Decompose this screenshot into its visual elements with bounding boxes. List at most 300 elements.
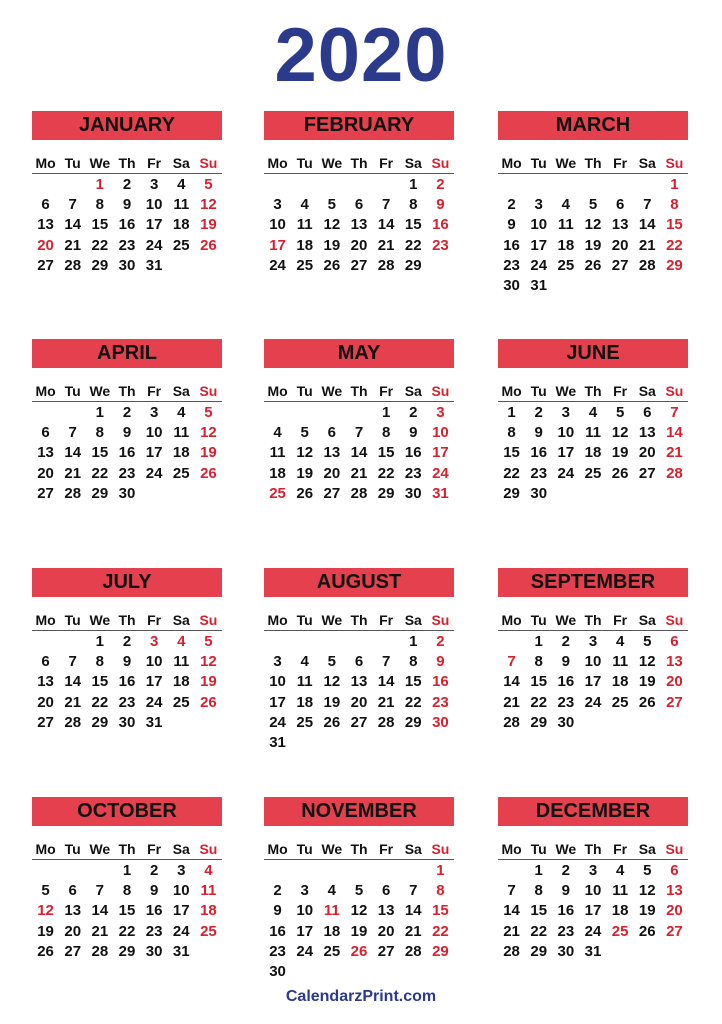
weekday-label: Mo — [267, 155, 288, 171]
day-cell: 3 — [149, 404, 159, 421]
day-cell: 27 — [666, 693, 683, 711]
day-cell: 25 — [296, 713, 314, 731]
day-cell: 1 — [95, 176, 105, 193]
day-cell: 24 — [584, 693, 602, 711]
day-cell: 12 — [350, 902, 368, 920]
weekday-label: Sa — [404, 155, 422, 171]
day-cell: 14 — [404, 902, 422, 920]
day-cell: 10 — [269, 216, 286, 234]
day-cell: 16 — [432, 673, 449, 691]
day-cell: 25 — [269, 484, 286, 502]
weekday-label: Tu — [530, 841, 547, 857]
day-cell: 11 — [269, 444, 286, 462]
day-cell: 29 — [404, 256, 422, 274]
empty-cell — [498, 175, 525, 195]
weekday-label: Fr — [379, 612, 394, 628]
weekday-label: Su — [199, 155, 218, 171]
day-cell: 15 — [404, 216, 422, 234]
weekday-label: Mo — [35, 841, 56, 857]
day-grid — [32, 175, 222, 276]
day-cell: 31 — [172, 942, 190, 960]
day-cell: 10 — [584, 882, 602, 900]
weekday-label: Tu — [64, 841, 81, 857]
weekday-label: Su — [199, 841, 218, 857]
weekday-label: We — [321, 383, 343, 399]
day-cell: 23 — [557, 922, 575, 940]
day-cell: 5 — [204, 633, 213, 650]
day-cell: 24 — [432, 464, 449, 482]
day-cell: 19 — [200, 444, 217, 462]
day-cell: 6 — [354, 196, 364, 214]
day-cell: 22 — [530, 693, 548, 711]
day-cell: 24 — [145, 693, 163, 711]
weekday-label: Th — [350, 612, 368, 628]
day-cell: 27 — [323, 484, 341, 502]
day-cell: 15 — [530, 902, 548, 920]
day-cell: 5 — [354, 882, 364, 900]
weekday-header-row — [264, 840, 454, 860]
day-cell: 10 — [584, 653, 602, 671]
day-cell: 18 — [323, 922, 341, 940]
day-cell: 26 — [323, 256, 341, 274]
empty-cell — [373, 632, 400, 652]
weekday-header-row — [32, 154, 222, 174]
day-cell: 27 — [350, 713, 368, 731]
empty-cell — [291, 403, 318, 423]
day-cell: 7 — [381, 196, 391, 214]
day-cell: 19 — [323, 236, 341, 254]
day-cell: 31 — [145, 256, 163, 274]
day-cell: 24 — [269, 256, 286, 274]
weekday-label: We — [555, 612, 577, 628]
month-february — [264, 111, 454, 276]
weekday-header-row — [264, 382, 454, 402]
month-april — [32, 339, 222, 504]
day-cell: 25 — [200, 922, 217, 940]
day-cell: 18 — [172, 673, 190, 691]
day-cell: 8 — [95, 424, 105, 442]
month-name: JULY — [32, 568, 222, 597]
day-cell: 25 — [296, 256, 314, 274]
weekday-label: We — [321, 841, 343, 857]
day-cell: 21 — [503, 922, 520, 940]
weekday-label: Su — [665, 612, 684, 628]
weekday-label: Fr — [379, 155, 394, 171]
day-cell: 28 — [350, 484, 368, 502]
day-cell: 21 — [350, 464, 368, 482]
day-cell: 6 — [381, 882, 391, 900]
day-cell: 22 — [432, 922, 449, 940]
day-cell: 7 — [68, 196, 77, 214]
weekday-header-row — [32, 382, 222, 402]
weekday-label: Fr — [147, 612, 162, 628]
weekday-label: Th — [118, 383, 136, 399]
day-grid — [498, 632, 688, 733]
weekday-label: Tu — [64, 155, 81, 171]
day-cell: 21 — [64, 464, 82, 482]
month-name: SEPTEMBER — [498, 568, 688, 597]
month-may — [264, 339, 454, 504]
day-cell: 27 — [666, 922, 683, 940]
empty-cell — [318, 632, 345, 652]
day-cell: 7 — [354, 424, 364, 442]
day-cell: 8 — [409, 653, 418, 671]
day-cell: 24 — [269, 713, 286, 731]
day-cell: 9 — [409, 424, 418, 442]
day-cell: 27 — [611, 256, 629, 274]
weekday-label: Fr — [613, 155, 628, 171]
weekday-label: Mo — [267, 383, 288, 399]
weekday-label: Th — [584, 612, 602, 628]
day-cell: 19 — [323, 693, 341, 711]
day-cell: 3 — [534, 196, 543, 214]
day-cell: 4 — [561, 196, 571, 214]
day-cell: 13 — [611, 216, 629, 234]
day-cell: 6 — [41, 424, 50, 442]
empty-cell — [552, 175, 579, 195]
day-cell: 13 — [350, 673, 368, 691]
day-cell: 17 — [584, 673, 602, 691]
weekday-label: Th — [584, 841, 602, 857]
day-cell: 1 — [534, 862, 543, 879]
empty-cell — [400, 861, 427, 881]
weekday-label: Th — [350, 383, 368, 399]
empty-cell — [32, 632, 59, 652]
day-cell: 4 — [327, 882, 337, 900]
day-cell: 30 — [557, 942, 575, 960]
empty-cell — [318, 403, 345, 423]
day-cell: 8 — [95, 653, 105, 671]
weekday-label: Sa — [404, 612, 422, 628]
day-cell: 5 — [615, 404, 625, 421]
day-cell: 6 — [354, 653, 364, 671]
day-cell: 29 — [404, 713, 422, 731]
month-january — [32, 111, 222, 276]
day-cell: 5 — [204, 176, 213, 193]
month-name: AUGUST — [264, 568, 454, 597]
empty-cell — [373, 175, 400, 195]
month-name: DECEMBER — [498, 797, 688, 826]
day-cell: 21 — [503, 693, 520, 711]
weekday-label: Th — [118, 612, 136, 628]
empty-cell — [264, 403, 291, 423]
day-cell: 15 — [530, 673, 548, 691]
weekday-label: Th — [350, 841, 368, 857]
empty-cell — [498, 632, 525, 652]
day-cell: 3 — [588, 862, 598, 879]
day-cell: 27 — [37, 484, 54, 502]
weekday-label: Su — [199, 612, 218, 628]
month-august — [264, 568, 454, 753]
day-cell: 11 — [173, 424, 190, 442]
day-cell: 6 — [615, 196, 625, 214]
day-cell: 13 — [323, 444, 341, 462]
day-cell: 14 — [91, 902, 109, 920]
day-cell: 5 — [588, 196, 598, 214]
weekday-label: We — [555, 155, 577, 171]
day-cell: 2 — [436, 633, 445, 650]
weekday-label: Su — [199, 383, 218, 399]
empty-cell — [32, 175, 59, 195]
day-cell: 20 — [638, 444, 656, 462]
day-cell: 14 — [503, 902, 520, 920]
day-cell: 15 — [91, 216, 109, 234]
empty-cell — [59, 403, 86, 423]
month-name: JANUARY — [32, 111, 222, 140]
weekday-label: Fr — [613, 383, 628, 399]
day-cell: 21 — [91, 922, 109, 940]
day-cell: 2 — [534, 404, 543, 421]
day-cell: 2 — [122, 633, 132, 650]
day-cell: 21 — [64, 693, 82, 711]
empty-cell — [264, 861, 291, 881]
weekday-label: Su — [665, 841, 684, 857]
day-cell: 2 — [273, 882, 282, 900]
day-cell: 19 — [37, 922, 54, 940]
month-june — [498, 339, 688, 504]
weekday-label: Sa — [638, 612, 656, 628]
day-cell: 4 — [300, 196, 309, 214]
day-cell: 21 — [638, 236, 656, 254]
day-cell: 17 — [145, 444, 163, 462]
day-cell: 28 — [638, 256, 656, 274]
day-cell: 12 — [200, 653, 217, 671]
day-cell: 15 — [503, 444, 520, 462]
day-cell: 14 — [64, 444, 82, 462]
day-cell: 29 — [503, 484, 520, 502]
day-cell: 7 — [643, 196, 652, 214]
weekday-label: Tu — [296, 841, 313, 857]
day-cell: 19 — [200, 216, 217, 234]
weekday-label: We — [89, 841, 111, 857]
day-cell: 16 — [557, 673, 575, 691]
day-cell: 1 — [507, 404, 516, 421]
weekday-label: Su — [431, 612, 450, 628]
day-cell: 13 — [64, 902, 82, 920]
day-cell: 31 — [530, 276, 548, 294]
day-cell: 3 — [149, 633, 159, 650]
weekday-label: Tu — [64, 612, 81, 628]
day-cell: 25 — [172, 464, 190, 482]
day-cell: 22 — [118, 922, 136, 940]
weekday-label: Su — [431, 383, 450, 399]
day-cell: 10 — [530, 216, 548, 234]
weekday-label: Fr — [613, 841, 628, 857]
day-cell: 26 — [584, 256, 602, 274]
weekday-label: Mo — [501, 612, 522, 628]
day-cell: 11 — [296, 673, 313, 691]
empty-cell — [525, 175, 552, 195]
day-cell: 30 — [118, 484, 136, 502]
day-cell: 7 — [409, 882, 418, 900]
month-name: OCTOBER — [32, 797, 222, 826]
weekday-label: Sa — [638, 155, 656, 171]
weekday-label: Su — [665, 383, 684, 399]
day-cell: 8 — [534, 653, 543, 671]
weekday-label: Tu — [530, 383, 547, 399]
day-cell: 20 — [666, 673, 683, 691]
day-cell: 22 — [91, 236, 109, 254]
month-name: FEBRUARY — [264, 111, 454, 140]
day-cell: 2 — [561, 633, 571, 650]
day-cell: 28 — [503, 713, 520, 731]
day-cell: 3 — [300, 882, 309, 900]
day-cell: 9 — [561, 653, 571, 671]
day-cell: 30 — [118, 256, 136, 274]
day-cell: 24 — [172, 922, 190, 940]
weekday-label: Mo — [267, 841, 288, 857]
day-cell: 30 — [503, 276, 520, 294]
day-cell: 19 — [638, 673, 656, 691]
month-july — [32, 568, 222, 733]
weekday-label: Th — [118, 841, 136, 857]
empty-cell — [32, 861, 59, 881]
weekday-label: Fr — [147, 155, 162, 171]
weekday-label: Mo — [501, 383, 522, 399]
day-cell: 15 — [404, 673, 422, 691]
day-cell: 22 — [404, 236, 422, 254]
day-cell: 10 — [145, 196, 163, 214]
day-cell: 28 — [377, 256, 395, 274]
day-cell: 28 — [503, 942, 520, 960]
day-cell: 24 — [557, 464, 575, 482]
month-name: NOVEMBER — [264, 797, 454, 826]
day-cell: 13 — [666, 653, 683, 671]
day-cell: 14 — [503, 673, 520, 691]
day-cell: 9 — [122, 424, 132, 442]
empty-cell — [345, 175, 372, 195]
day-cell: 4 — [177, 404, 186, 421]
day-cell: 3 — [149, 176, 159, 193]
weekday-label: Sa — [172, 841, 190, 857]
empty-cell — [264, 632, 291, 652]
day-cell: 22 — [377, 464, 395, 482]
day-cell: 29 — [377, 484, 395, 502]
day-cell: 8 — [381, 424, 391, 442]
day-cell: 17 — [269, 693, 286, 711]
weekday-label: We — [89, 383, 111, 399]
empty-cell — [345, 403, 372, 423]
day-cell: 5 — [41, 882, 50, 900]
weekday-label: We — [321, 612, 343, 628]
day-cell: 29 — [432, 942, 449, 960]
day-cell: 26 — [638, 922, 656, 940]
weekday-header-row — [32, 611, 222, 631]
weekday-label: Fr — [379, 841, 394, 857]
weekday-label: Th — [584, 155, 602, 171]
day-cell: 5 — [204, 404, 213, 421]
weekday-header-row — [264, 154, 454, 174]
day-cell: 30 — [557, 713, 575, 731]
weekday-label: Mo — [35, 612, 56, 628]
day-cell: 22 — [404, 693, 422, 711]
day-cell: 22 — [91, 464, 109, 482]
month-march — [498, 111, 688, 296]
day-cell: 31 — [269, 733, 286, 751]
day-cell: 21 — [666, 444, 683, 462]
month-name: APRIL — [32, 339, 222, 368]
weekday-label: Su — [665, 155, 684, 171]
weekday-label: Su — [431, 155, 450, 171]
day-cell: 3 — [273, 653, 282, 671]
day-grid — [32, 632, 222, 733]
day-cell: 18 — [611, 902, 629, 920]
day-cell: 10 — [145, 424, 163, 442]
empty-cell — [59, 861, 86, 881]
day-cell: 1 — [534, 633, 543, 650]
day-cell: 7 — [381, 653, 391, 671]
empty-cell — [579, 175, 606, 195]
day-cell: 12 — [200, 196, 217, 214]
day-cell: 18 — [296, 693, 314, 711]
day-cell: 13 — [377, 902, 395, 920]
day-cell: 20 — [350, 693, 368, 711]
day-cell: 12 — [611, 424, 629, 442]
day-cell: 20 — [37, 693, 54, 711]
day-cell: 12 — [296, 444, 314, 462]
day-cell: 26 — [350, 942, 368, 960]
day-cell: 21 — [64, 236, 82, 254]
weekday-label: Mo — [501, 841, 522, 857]
day-cell: 1 — [95, 633, 105, 650]
day-cell: 16 — [118, 444, 136, 462]
day-cell: 26 — [200, 464, 217, 482]
weekday-label: Sa — [404, 383, 422, 399]
day-cell: 2 — [436, 176, 445, 193]
day-cell: 19 — [611, 444, 629, 462]
day-cell: 27 — [377, 942, 395, 960]
day-cell: 9 — [534, 424, 543, 442]
day-cell: 14 — [64, 673, 82, 691]
weekday-label: We — [555, 841, 577, 857]
day-cell: 16 — [145, 902, 163, 920]
day-cell: 2 — [561, 862, 571, 879]
day-cell: 11 — [612, 882, 629, 900]
day-cell: 11 — [585, 424, 601, 442]
day-cell: 12 — [200, 424, 217, 442]
day-cell: 26 — [296, 484, 314, 502]
weekday-label: Su — [431, 841, 450, 857]
day-cell: 19 — [638, 902, 656, 920]
empty-cell — [86, 861, 113, 881]
day-cell: 25 — [611, 693, 629, 711]
day-cell: 4 — [204, 862, 213, 879]
day-cell: 1 — [122, 862, 132, 879]
month-december — [498, 797, 688, 962]
day-cell: 13 — [350, 216, 368, 234]
day-cell: 30 — [269, 962, 286, 980]
day-cell: 17 — [145, 673, 163, 691]
footer-site-name: CalendarzPrint.com — [285, 988, 437, 1005]
day-cell: 16 — [404, 444, 422, 462]
weekday-label: Th — [118, 155, 136, 171]
day-cell: 3 — [436, 404, 445, 421]
day-cell: 4 — [615, 862, 625, 879]
weekday-label: Tu — [296, 612, 313, 628]
day-cell: 11 — [612, 653, 629, 671]
day-cell: 6 — [643, 404, 652, 421]
day-cell: 8 — [95, 196, 105, 214]
day-cell: 2 — [409, 404, 418, 421]
day-cell: 8 — [409, 196, 418, 214]
day-cell: 29 — [91, 256, 109, 274]
day-cell: 9 — [122, 653, 132, 671]
day-cell: 15 — [91, 444, 109, 462]
empty-cell — [32, 403, 59, 423]
day-cell: 17 — [269, 236, 286, 254]
day-cell: 5 — [327, 196, 337, 214]
empty-cell — [291, 632, 318, 652]
